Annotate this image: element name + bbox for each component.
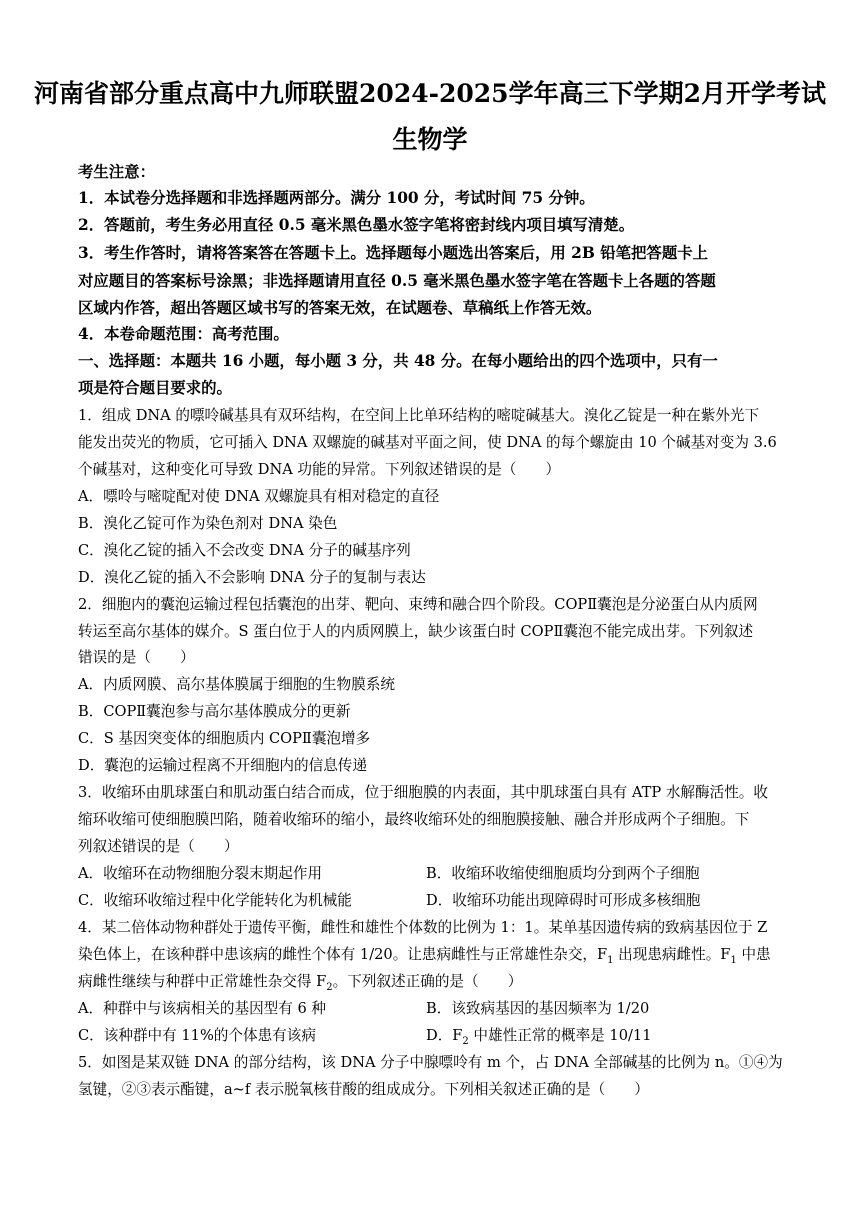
- q2-stem-line: 2．细胞内的囊泡运输过程包括囊泡的出芽、靶向、束缚和融合四个阶段。COPⅡ囊泡是分泌蛋白从内质网: [78, 596, 758, 613]
- q2-option-d: D．囊泡的运输过程离不开细胞内的信息传递: [78, 757, 367, 774]
- notice-item-4: 4．本卷命题范围：高考范围。: [78, 325, 289, 343]
- q4-stem-line: 4．某二倍体动物种群处于遗传平衡，雌性和雄性个体数的比例为 1：1。某单基因遗传病的致病基因位于 Z: [78, 919, 768, 936]
- q1-option-c: C．溴化乙锭的插入不会改变 DNA 分子的碱基序列: [78, 542, 411, 559]
- q1-stem-line: 1．组成 DNA 的嘌呤碱基具有双环结构，在空间上比单环结构的嘧啶碱基大。溴化乙锭是一种在紫外光下: [78, 407, 760, 424]
- q3-option-b: B．收缩环收缩使细胞质均分到两个子细胞: [426, 865, 700, 882]
- q1-stem-line: 能发出荧光的物质，它可插入 DNA 双螺旋的碱基对平面之间，使 DNA 的每个螺旋由 10 个碱基对变为 3.6: [78, 434, 777, 451]
- q3-stem-line: 3．收缩环由肌球蛋白和肌动蛋白结合而成，位于细胞膜的内表面，其中肌球蛋白具有 ATP 水解酶活性。收: [78, 784, 768, 801]
- q2-stem-line: 转运至高尔基体的媒介。S 蛋白位于人的内质网膜上，缺少该蛋白时 COPⅡ囊泡不能完成出芽。下列叙述: [78, 623, 754, 640]
- notice-item-3: 3．考生作答时，请将答案答在答题卡上。选择题每小题选出答案后，用 2B 铅笔把答题卡上: [78, 244, 708, 262]
- subject-title: 生物学: [392, 125, 468, 154]
- notice-heading: 考生注意：: [78, 163, 155, 181]
- q4-subscript: 2: [326, 981, 333, 993]
- notice-item-1: 1．本试卷分选择题和非选择题两部分。满分 100 分，考试时间 75 分钟。: [78, 189, 595, 207]
- q4-text: 中患: [736, 946, 771, 963]
- exam-title: 河南省部分重点高中九师联盟2024-2025学年高三下学期2月开学考试: [34, 79, 826, 108]
- q4-text: 。下列叙述正确的是（ ）: [332, 973, 523, 990]
- q2-option-c: C．S 基因突变体的细胞质内 COPⅡ囊泡增多: [78, 730, 371, 747]
- q4-subscript: 1: [730, 954, 737, 966]
- q1-stem-line: 个碱基对，这种变化可导致 DNA 功能的异常。下列叙述错误的是（ ）: [78, 461, 561, 478]
- q1-option-a: A．嘌呤与嘧啶配对使 DNA 双螺旋具有相对稳定的直径: [78, 488, 440, 505]
- q3-option-d: D．收缩环功能出现障碍时可形成多核细胞: [426, 892, 701, 909]
- q4-option-c: C．该种群中有 11%的个体患有该病: [78, 1027, 316, 1044]
- q5-stem-line: 氢键，②③表示酯键，a~f 表示脱氧核苷酸的组成成分。下列相关叙述正确的是（ ）: [78, 1081, 649, 1098]
- section-heading-cont: 项是符合题目要求的。: [78, 379, 232, 397]
- notice-item-2: 2．答题前，考生务必用直径 0.5 毫米黑色墨水签字笔将密封线内项目填写清楚。: [78, 216, 635, 234]
- q4-subscript: 1: [607, 954, 614, 966]
- q3-stem-line: 列叙述错误的是（ ）: [78, 838, 239, 855]
- q1-option-b: B．溴化乙锭可作为染色剂对 DNA 染色: [78, 515, 338, 532]
- q4-text: 病雌性继续与种群中正常雄性杂交得 F: [78, 973, 327, 990]
- notice-item-3-cont2: 区域内作答，超出答题区域书写的答案无效，在试题卷、草稿纸上作答无效。: [78, 299, 602, 317]
- q3-option-c: C．收缩环收缩过程中化学能转化为机械能: [78, 892, 352, 909]
- q5-stem-line: 5．如图是某双链 DNA 的部分结构，该 DNA 分子中腺嘌呤有 m 个，占 DNA 全部碱基的比例为 n。①④为: [78, 1054, 783, 1071]
- q2-option-a: A．内质网膜、高尔基体膜属于细胞的生物膜系统: [78, 676, 396, 693]
- q4-option-b: B．该致病基因的基因频率为 1/20: [426, 1000, 650, 1017]
- q4-subscript: 2: [462, 1035, 469, 1047]
- q3-stem-line: 缩环收缩可使细胞膜凹陷，随着收缩环的缩小，最终收缩环处的细胞膜接触、融合并形成两个子细胞。下: [78, 811, 750, 828]
- q2-stem-line: 错误的是（ ）: [78, 649, 195, 666]
- q4-stem-line: [78, 970, 522, 993]
- q4-option-d-text: 中雄性正常的概率是 10/11: [468, 1027, 652, 1044]
- q1-option-d: D．溴化乙锭的插入不会影响 DNA 分子的复制与表达: [78, 569, 426, 586]
- q4-option-a: A．种群中与该病相关的基因型有 6 种: [78, 1000, 327, 1017]
- q2-option-b: B．COPⅡ囊泡参与高尔基体膜成分的更新: [78, 703, 351, 720]
- q4-stem-line: [78, 943, 771, 966]
- q4-text: 出现患病雌性。F: [613, 946, 731, 963]
- q3-option-a: A．收缩环在动物细胞分裂末期起作用: [78, 865, 323, 882]
- section-heading: 一、选择题：本题共 16 小题，每小题 3 分，共 48 分。在每小题给出的四个选项中，只有一: [78, 352, 718, 370]
- q4-option-d: [426, 1024, 651, 1047]
- q4-text: 染色体上，在该种群中患该病的雌性个体有 1/20。让患病雌性与正常雄性杂交，F: [78, 946, 608, 963]
- q4-option-d-label: D．F: [426, 1027, 463, 1044]
- notice-item-3-cont: 对应题目的答案标号涂黑；非选择题请用直径 0.5 毫米黑色墨水签字笔在答题卡上各题的答题: [78, 272, 716, 290]
